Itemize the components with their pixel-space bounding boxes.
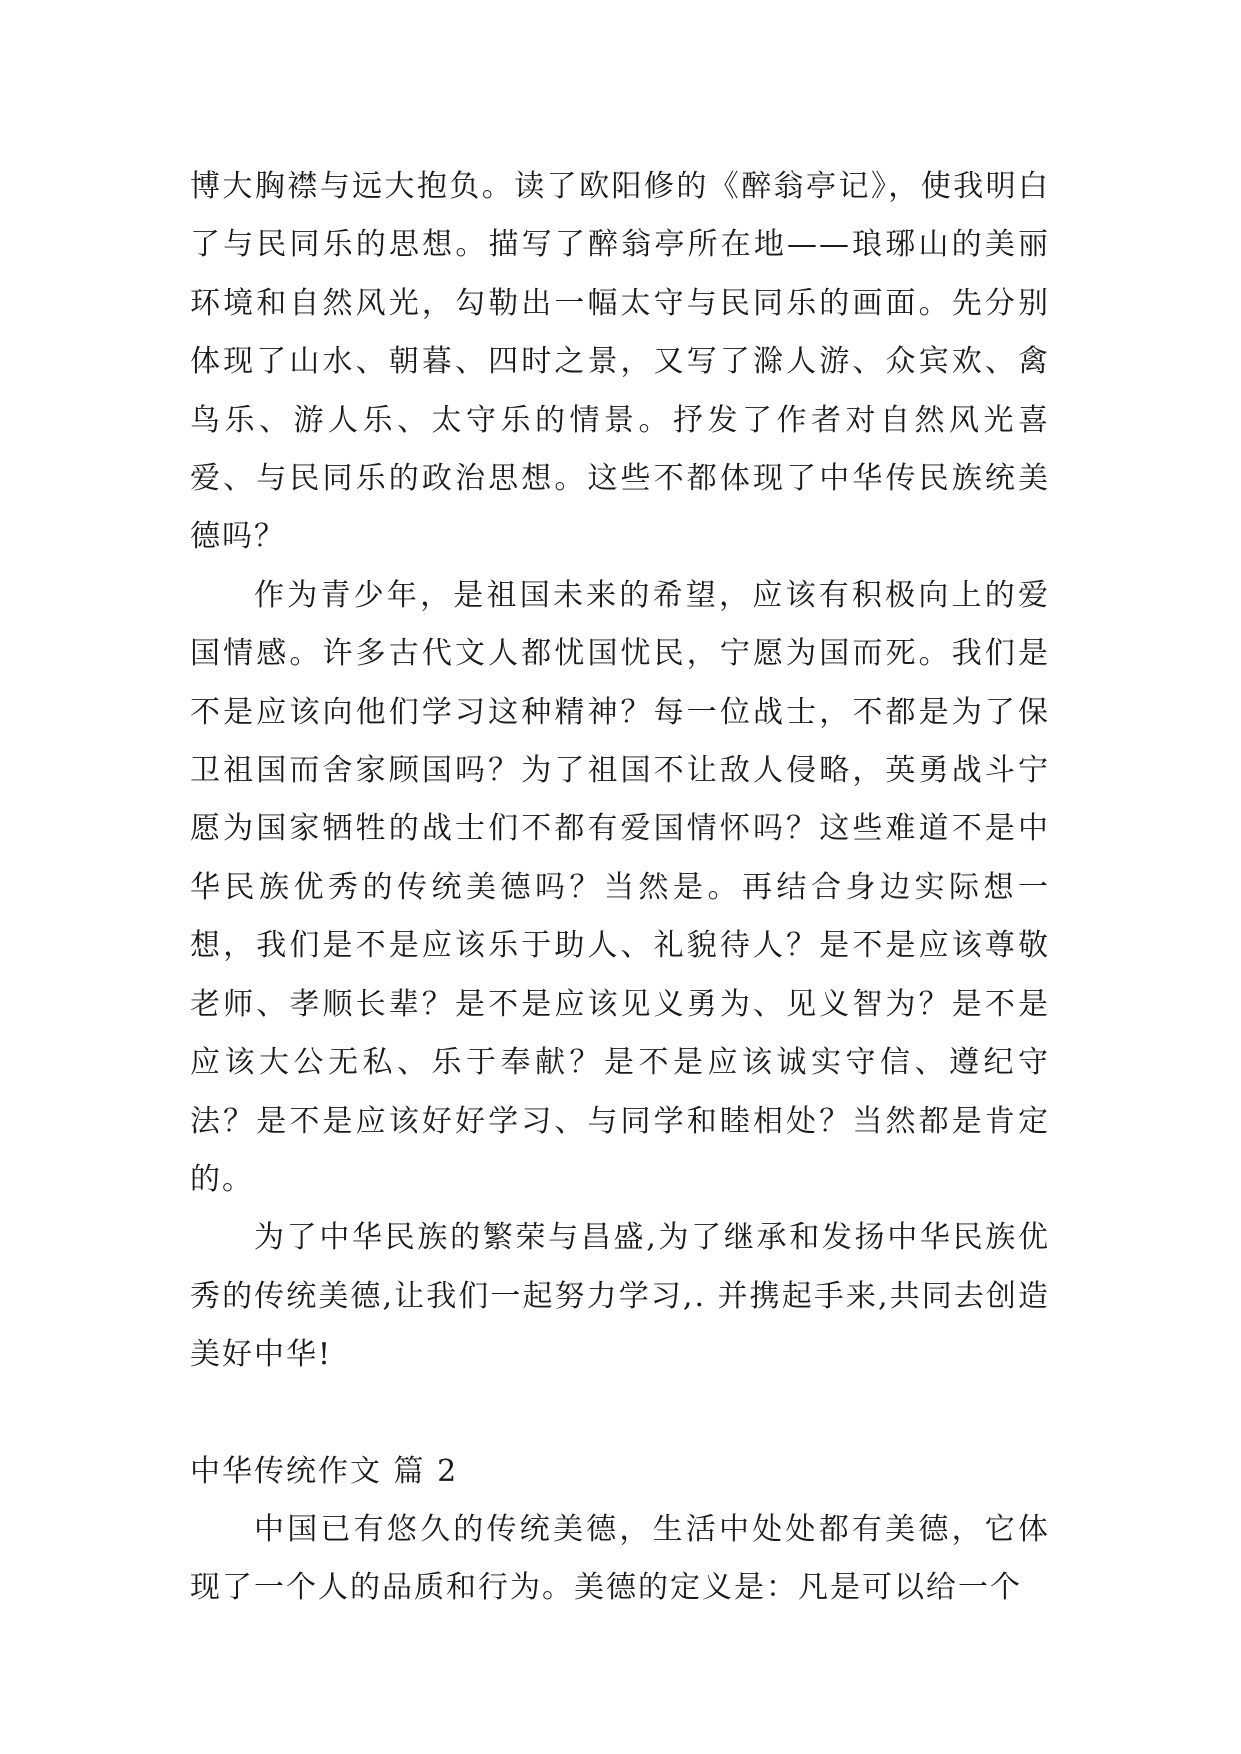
paragraph: 中国已有悠久的传统美德，生活中处处都有美德，它体现了一个人的品质和行为。美德的定义是：凡是可以给一个 <box>190 1511 1050 1606</box>
section-heading: 中华传统作文 篇 2 <box>190 1453 459 1489</box>
paragraph: 为了中华民族的繁荣与昌盛,为了继承和发扬中华民族优秀的传统美德,让我们一起努力学习,. 并携起手来,共同去创造美好中华! <box>190 1220 1050 1373</box>
document-body <box>190 158 1050 1618</box>
paragraph: 作为青少年，是祖国未来的希望，应该有积极向上的爱国情感。许多古代文人都忧国忧民，宁愿为国而死。我们是不是应该向他们学习这种精神？每一位战士，不都是为了保卫祖国而舍家顾国吗？为了祖国不让敌人侵略，英勇战斗宁愿为国家牺牲的战士们不都有爱国情怀吗？这些难道不是中华民族优秀的传统美德吗？当然是。再结合身边实际想一想，我们是不是应该乐于助人、礼貌待人？是不是应该尊敬老师、孝顺长辈？是不是应该见义勇为、见义智为？是不是应该大公无私、乐于奉献？是不是应该诚实守信、遵纪守法？是不是应该好好学习、与同学和睦相处？当然都是肯定的。 <box>190 577 1050 1197</box>
paragraph: 博大胸襟与远大抱负。读了欧阳修的《醉翁亭记》，使我明白了与民同乐的思想。描写了醉翁亭所在地——琅琊山的美丽环境和自然风光，勾勒出一幅太守与民同乐的画面。先分别体现了山水、朝暮、四时之景，又写了滁人游、众宾欢、禽鸟乐、游人乐、太守乐的情景。抒发了作者对自然风光喜爱、与民同乐的政治思想。这些不都体现了中华传民族统美德吗？ <box>190 169 1050 555</box>
